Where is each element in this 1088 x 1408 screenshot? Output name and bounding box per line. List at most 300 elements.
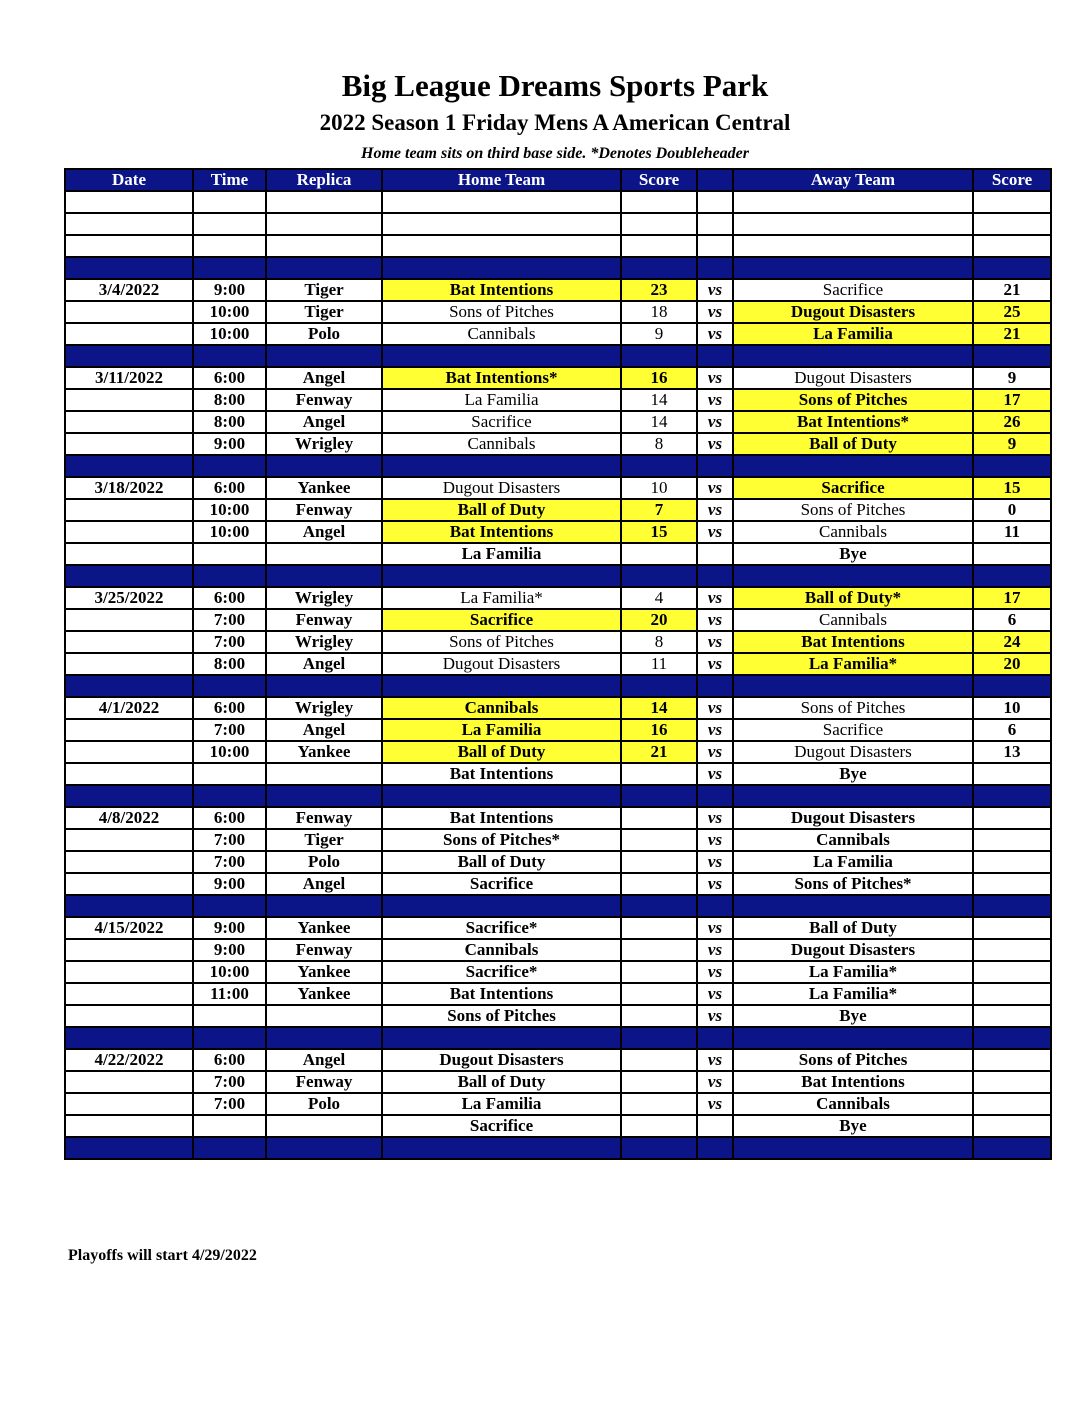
- away-team-cell: La Familia: [733, 323, 973, 345]
- page-subtitle: 2022 Season 1 Friday Mens A American Central: [319, 110, 791, 135]
- time-cell: 6:00: [193, 367, 266, 389]
- time-cell: 6:00: [193, 1049, 266, 1071]
- away-team-cell: Ball of Duty: [733, 917, 973, 939]
- date-cell: [65, 983, 193, 1005]
- away-team-cell: La Familia*: [733, 653, 973, 675]
- away-team-cell: Sons of Pitches: [733, 499, 973, 521]
- separator-cell: [973, 675, 1051, 697]
- time-cell: 9:00: [193, 433, 266, 455]
- time-cell: 10:00: [193, 499, 266, 521]
- separator-cell: [266, 895, 382, 917]
- game-row: [65, 763, 1051, 785]
- separator-cell: [65, 785, 193, 807]
- game-row: [65, 741, 1051, 763]
- vs-cell: vs: [697, 1005, 733, 1027]
- home-team-cell: Bat Intentions: [382, 763, 621, 785]
- separator-cell: [65, 345, 193, 367]
- home-score-cell: 14: [621, 389, 697, 411]
- separator-cell: [65, 565, 193, 587]
- time-cell: [193, 1005, 266, 1027]
- separator-cell: [973, 455, 1051, 477]
- away-team-cell: Sacrifice: [733, 719, 973, 741]
- vs-cell: vs: [697, 873, 733, 895]
- home-team-cell: Ball of Duty: [382, 741, 621, 763]
- game-row: [65, 961, 1051, 983]
- empty-row: [65, 191, 1051, 213]
- replica-cell: Fenway: [266, 389, 382, 411]
- away-score-cell: [973, 873, 1051, 895]
- separator-cell: [382, 455, 621, 477]
- away-score-cell: 6: [973, 609, 1051, 631]
- separator-cell: [382, 785, 621, 807]
- week-separator-row: [65, 1137, 1051, 1159]
- home-team-cell: Sons of Pitches*: [382, 829, 621, 851]
- home-score-cell: [621, 851, 697, 873]
- away-team-cell: Sacrifice: [733, 477, 973, 499]
- empty-cell: [621, 235, 697, 257]
- game-row: [65, 389, 1051, 411]
- home-score-cell: 4: [621, 587, 697, 609]
- separator-cell: [621, 675, 697, 697]
- replica-cell: Yankee: [266, 983, 382, 1005]
- separator-cell: [65, 257, 193, 279]
- replica-cell: Yankee: [266, 477, 382, 499]
- vs-cell: vs: [697, 587, 733, 609]
- home-team-cell: Bat Intentions: [382, 807, 621, 829]
- separator-cell: [65, 895, 193, 917]
- time-cell: 8:00: [193, 653, 266, 675]
- vs-cell: vs: [697, 499, 733, 521]
- separator-cell: [266, 455, 382, 477]
- replica-cell: [266, 1115, 382, 1137]
- time-cell: 9:00: [193, 873, 266, 895]
- away-team-cell: Sacrifice: [733, 279, 973, 301]
- empty-cell: [697, 191, 733, 213]
- vs-cell: vs: [697, 917, 733, 939]
- vs-cell: vs: [697, 1049, 733, 1071]
- separator-cell: [733, 455, 973, 477]
- game-row: [65, 873, 1051, 895]
- col-header-home-score: Score: [621, 169, 697, 191]
- date-cell: 4/8/2022: [65, 807, 193, 829]
- separator-cell: [697, 1027, 733, 1049]
- date-cell: [65, 1115, 193, 1137]
- separator-cell: [621, 565, 697, 587]
- home-score-cell: [621, 1115, 697, 1137]
- home-team-cell: Ball of Duty: [382, 1071, 621, 1093]
- time-cell: 7:00: [193, 609, 266, 631]
- time-cell: 7:00: [193, 851, 266, 873]
- game-row: [65, 983, 1051, 1005]
- vs-cell: vs: [697, 763, 733, 785]
- game-row: [65, 829, 1051, 851]
- away-score-cell: [973, 1115, 1051, 1137]
- time-cell: 10:00: [193, 741, 266, 763]
- empty-cell: [973, 235, 1051, 257]
- separator-cell: [621, 1137, 697, 1159]
- away-score-cell: 11: [973, 521, 1051, 543]
- vs-cell: vs: [697, 433, 733, 455]
- vs-cell: vs: [697, 851, 733, 873]
- home-team-cell: Sons of Pitches: [382, 1005, 621, 1027]
- separator-cell: [266, 345, 382, 367]
- empty-cell: [382, 191, 621, 213]
- away-score-cell: 17: [973, 389, 1051, 411]
- separator-cell: [382, 675, 621, 697]
- empty-cell: [382, 213, 621, 235]
- game-row: [65, 917, 1051, 939]
- home-score-cell: [621, 807, 697, 829]
- vs-cell: [697, 543, 733, 565]
- separator-cell: [733, 345, 973, 367]
- home-score-cell: [621, 543, 697, 565]
- replica-cell: Fenway: [266, 499, 382, 521]
- game-row: [65, 653, 1051, 675]
- time-cell: 9:00: [193, 917, 266, 939]
- away-score-cell: [973, 1093, 1051, 1115]
- home-team-cell: Sacrifice: [382, 1115, 621, 1137]
- replica-cell: Angel: [266, 521, 382, 543]
- separator-cell: [621, 785, 697, 807]
- game-row: [65, 367, 1051, 389]
- separator-cell: [266, 257, 382, 279]
- empty-cell: [65, 191, 193, 213]
- time-cell: 7:00: [193, 1071, 266, 1093]
- game-row: [65, 1093, 1051, 1115]
- empty-cell: [733, 191, 973, 213]
- empty-cell: [65, 213, 193, 235]
- away-score-cell: 17: [973, 587, 1051, 609]
- home-team-cell: Bat Intentions: [382, 521, 621, 543]
- separator-cell: [973, 1137, 1051, 1159]
- home-team-cell: Cannibals: [382, 323, 621, 345]
- empty-cell: [733, 235, 973, 257]
- separator-cell: [266, 1027, 382, 1049]
- col-header-vs: [697, 169, 733, 191]
- home-score-cell: 21: [621, 741, 697, 763]
- game-row: [65, 939, 1051, 961]
- home-score-cell: [621, 939, 697, 961]
- game-row: [65, 1115, 1051, 1137]
- vs-cell: vs: [697, 807, 733, 829]
- time-cell: 6:00: [193, 807, 266, 829]
- time-cell: 8:00: [193, 389, 266, 411]
- separator-cell: [193, 675, 266, 697]
- date-cell: [65, 719, 193, 741]
- away-score-cell: [973, 961, 1051, 983]
- date-cell: [65, 851, 193, 873]
- schedule-table: [64, 168, 1052, 1160]
- date-cell: 4/22/2022: [65, 1049, 193, 1071]
- home-team-cell: Sons of Pitches: [382, 301, 621, 323]
- game-row: [65, 543, 1051, 565]
- time-cell: 10:00: [193, 961, 266, 983]
- date-cell: [65, 543, 193, 565]
- time-cell: 11:00: [193, 983, 266, 1005]
- replica-cell: Angel: [266, 367, 382, 389]
- separator-cell: [621, 895, 697, 917]
- away-score-cell: 10: [973, 697, 1051, 719]
- home-score-cell: [621, 1049, 697, 1071]
- separator-cell: [621, 257, 697, 279]
- away-score-cell: 13: [973, 741, 1051, 763]
- vs-cell: vs: [697, 477, 733, 499]
- game-row: [65, 499, 1051, 521]
- away-team-cell: Cannibals: [733, 609, 973, 631]
- game-row: [65, 411, 1051, 433]
- vs-cell: vs: [697, 961, 733, 983]
- away-team-cell: Bye: [733, 1115, 973, 1137]
- separator-cell: [266, 675, 382, 697]
- away-team-cell: Bat Intentions: [733, 631, 973, 653]
- vs-cell: vs: [697, 301, 733, 323]
- replica-cell: [266, 763, 382, 785]
- home-team-cell: Dugout Disasters: [382, 477, 621, 499]
- empty-cell: [621, 191, 697, 213]
- col-header-away-score: Score: [973, 169, 1051, 191]
- away-team-cell: La Familia: [733, 851, 973, 873]
- separator-cell: [266, 1137, 382, 1159]
- header-row: [65, 169, 1051, 191]
- date-cell: [65, 653, 193, 675]
- away-score-cell: 6: [973, 719, 1051, 741]
- separator-cell: [733, 257, 973, 279]
- home-team-cell: Sons of Pitches: [382, 631, 621, 653]
- separator-cell: [697, 1137, 733, 1159]
- empty-cell: [973, 213, 1051, 235]
- col-header-time: Time: [193, 169, 266, 191]
- away-team-cell: Sons of Pitches: [733, 697, 973, 719]
- replica-cell: Yankee: [266, 741, 382, 763]
- game-row: [65, 587, 1051, 609]
- time-cell: 10:00: [193, 323, 266, 345]
- separator-cell: [733, 1137, 973, 1159]
- time-cell: [193, 1115, 266, 1137]
- replica-cell: [266, 1005, 382, 1027]
- home-team-cell: La Familia: [382, 389, 621, 411]
- away-score-cell: 25: [973, 301, 1051, 323]
- vs-cell: vs: [697, 1071, 733, 1093]
- separator-cell: [382, 257, 621, 279]
- separator-cell: [382, 345, 621, 367]
- date-cell: [65, 939, 193, 961]
- vs-cell: vs: [697, 411, 733, 433]
- col-header-home-team: Home Team: [382, 169, 621, 191]
- separator-cell: [697, 675, 733, 697]
- empty-cell: [266, 213, 382, 235]
- separator-cell: [621, 345, 697, 367]
- away-team-cell: Sons of Pitches: [733, 1049, 973, 1071]
- separator-cell: [973, 257, 1051, 279]
- playoffs-note: Playoffs will start 4/29/2022: [68, 1247, 257, 1264]
- separator-cell: [697, 455, 733, 477]
- away-score-cell: [973, 939, 1051, 961]
- vs-cell: vs: [697, 631, 733, 653]
- date-cell: 4/1/2022: [65, 697, 193, 719]
- week-separator-row: [65, 345, 1051, 367]
- replica-cell: Polo: [266, 323, 382, 345]
- date-cell: 3/11/2022: [65, 367, 193, 389]
- separator-cell: [621, 455, 697, 477]
- vs-cell: vs: [697, 367, 733, 389]
- replica-cell: Polo: [266, 851, 382, 873]
- separator-cell: [193, 455, 266, 477]
- game-row: [65, 1005, 1051, 1027]
- week-separator-row: [65, 565, 1051, 587]
- replica-cell: Tiger: [266, 829, 382, 851]
- away-score-cell: [973, 543, 1051, 565]
- date-cell: [65, 961, 193, 983]
- away-score-cell: 9: [973, 433, 1051, 455]
- page-note: Home team sits on third base side. *Denotes Doubleheader: [361, 145, 749, 162]
- game-row: [65, 807, 1051, 829]
- vs-cell: vs: [697, 741, 733, 763]
- game-row: [65, 851, 1051, 873]
- home-team-cell: Sacrifice: [382, 873, 621, 895]
- date-cell: [65, 521, 193, 543]
- away-score-cell: 24: [973, 631, 1051, 653]
- home-score-cell: 14: [621, 697, 697, 719]
- home-team-cell: Bat Intentions*: [382, 367, 621, 389]
- away-score-cell: 0: [973, 499, 1051, 521]
- date-cell: [65, 301, 193, 323]
- separator-cell: [733, 1027, 973, 1049]
- home-team-cell: La Familia: [382, 1093, 621, 1115]
- time-cell: 7:00: [193, 1093, 266, 1115]
- vs-cell: vs: [697, 1093, 733, 1115]
- away-score-cell: [973, 983, 1051, 1005]
- week-separator-row: [65, 1027, 1051, 1049]
- separator-cell: [697, 345, 733, 367]
- date-cell: [65, 1005, 193, 1027]
- away-score-cell: 21: [973, 323, 1051, 345]
- time-cell: 10:00: [193, 521, 266, 543]
- date-cell: [65, 631, 193, 653]
- empty-cell: [65, 235, 193, 257]
- col-header-away-team: Away Team: [733, 169, 973, 191]
- week-separator-row: [65, 455, 1051, 477]
- home-score-cell: 7: [621, 499, 697, 521]
- separator-cell: [697, 257, 733, 279]
- date-cell: 3/4/2022: [65, 279, 193, 301]
- replica-cell: Fenway: [266, 609, 382, 631]
- home-score-cell: 16: [621, 719, 697, 741]
- home-score-cell: 9: [621, 323, 697, 345]
- home-team-cell: Ball of Duty: [382, 851, 621, 873]
- time-cell: 10:00: [193, 301, 266, 323]
- date-cell: 4/15/2022: [65, 917, 193, 939]
- away-team-cell: Cannibals: [733, 829, 973, 851]
- away-team-cell: Ball of Duty*: [733, 587, 973, 609]
- date-cell: [65, 389, 193, 411]
- vs-cell: vs: [697, 279, 733, 301]
- away-team-cell: Bye: [733, 543, 973, 565]
- home-score-cell: [621, 873, 697, 895]
- away-team-cell: La Familia*: [733, 961, 973, 983]
- separator-cell: [382, 565, 621, 587]
- away-team-cell: Cannibals: [733, 521, 973, 543]
- time-cell: 7:00: [193, 829, 266, 851]
- game-row: [65, 697, 1051, 719]
- replica-cell: Fenway: [266, 939, 382, 961]
- away-score-cell: [973, 829, 1051, 851]
- home-team-cell: La Familia: [382, 543, 621, 565]
- home-score-cell: [621, 1005, 697, 1027]
- schedule-body: [65, 191, 1051, 1159]
- time-cell: 6:00: [193, 477, 266, 499]
- away-team-cell: Dugout Disasters: [733, 301, 973, 323]
- week-separator-row: [65, 785, 1051, 807]
- separator-cell: [65, 675, 193, 697]
- home-score-cell: 15: [621, 521, 697, 543]
- week-separator-row: [65, 675, 1051, 697]
- home-team-cell: Sacrifice: [382, 609, 621, 631]
- home-score-cell: 11: [621, 653, 697, 675]
- away-team-cell: Ball of Duty: [733, 433, 973, 455]
- separator-cell: [193, 1137, 266, 1159]
- home-score-cell: 23: [621, 279, 697, 301]
- home-team-cell: Bat Intentions: [382, 983, 621, 1005]
- replica-cell: Angel: [266, 719, 382, 741]
- replica-cell: Wrigley: [266, 433, 382, 455]
- replica-cell: Tiger: [266, 301, 382, 323]
- home-score-cell: [621, 1093, 697, 1115]
- col-header-replica: Replica: [266, 169, 382, 191]
- away-team-cell: Bye: [733, 763, 973, 785]
- separator-cell: [266, 785, 382, 807]
- time-cell: 9:00: [193, 939, 266, 961]
- empty-cell: [382, 235, 621, 257]
- separator-cell: [193, 895, 266, 917]
- vs-cell: vs: [697, 653, 733, 675]
- home-team-cell: Bat Intentions: [382, 279, 621, 301]
- replica-cell: Angel: [266, 1049, 382, 1071]
- separator-cell: [973, 565, 1051, 587]
- replica-cell: Wrigley: [266, 587, 382, 609]
- separator-cell: [193, 345, 266, 367]
- home-score-cell: 20: [621, 609, 697, 631]
- replica-cell: Angel: [266, 873, 382, 895]
- replica-cell: Yankee: [266, 917, 382, 939]
- time-cell: 6:00: [193, 587, 266, 609]
- game-row: [65, 521, 1051, 543]
- page-title: Big League Dreams Sports Park: [341, 68, 769, 103]
- game-row: [65, 301, 1051, 323]
- time-cell: 8:00: [193, 411, 266, 433]
- away-team-cell: Sons of Pitches*: [733, 873, 973, 895]
- separator-cell: [193, 565, 266, 587]
- separator-cell: [733, 895, 973, 917]
- empty-cell: [621, 213, 697, 235]
- vs-cell: vs: [697, 697, 733, 719]
- away-team-cell: Dugout Disasters: [733, 939, 973, 961]
- empty-cell: [697, 213, 733, 235]
- separator-cell: [697, 895, 733, 917]
- home-team-cell: Cannibals: [382, 433, 621, 455]
- date-cell: [65, 433, 193, 455]
- separator-cell: [973, 785, 1051, 807]
- date-cell: 3/18/2022: [65, 477, 193, 499]
- home-team-cell: La Familia*: [382, 587, 621, 609]
- home-score-cell: [621, 917, 697, 939]
- date-cell: [65, 741, 193, 763]
- separator-cell: [733, 675, 973, 697]
- separator-cell: [65, 1137, 193, 1159]
- week-separator-row: [65, 895, 1051, 917]
- separator-cell: [65, 1027, 193, 1049]
- home-score-cell: 18: [621, 301, 697, 323]
- separator-cell: [973, 1027, 1051, 1049]
